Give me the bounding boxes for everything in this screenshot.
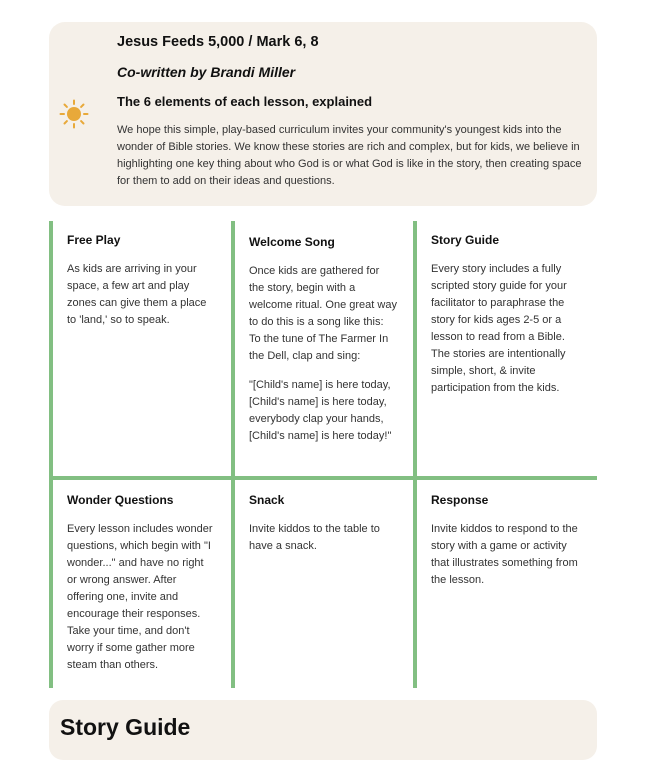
- sun-icon: [59, 99, 89, 129]
- element-text: Every story includes a fully scripted story guide for your facilitator to paraphrase the story for kids ages 2-5 or a lesson to read from a Bible. The stories are intentionally simple, short, & invite participation from the kids.: [431, 263, 567, 394]
- element-story-guide: [413, 221, 597, 476]
- element-title: Welcome Song: [249, 235, 335, 249]
- element-welcome-song: [231, 223, 413, 476]
- song-lyrics: "[Child's name] is here today, [Child's name] is here today, everybody clap your hands, [Child's name] is here today!": [249, 379, 392, 442]
- element-wonder-questions: [49, 481, 231, 688]
- element-title: Wonder Questions: [67, 493, 174, 507]
- element-title: Story Guide: [431, 233, 500, 247]
- element-free-play: [49, 221, 231, 476]
- element-text: As kids are arriving in your space, a few art and play zones can give them a place to 'land,' so to speak.: [67, 263, 207, 326]
- element-title: Response: [431, 493, 489, 507]
- intro-card: [49, 22, 597, 206]
- element-title: Snack: [249, 493, 285, 507]
- byline: Co-written by Brandi Miller: [117, 64, 296, 80]
- element-text: Invite kiddos to respond to the story with a game or activity that illustrates something from the lesson.: [431, 523, 578, 586]
- element-text: Once kids are gathered for the story, begin with a welcome ritual. One great way to do this is a song like this: To the tune of The Farmer In the Dell, clap and sing:: [249, 265, 397, 362]
- element-text: Invite kiddos to the table to have a snack.: [249, 523, 380, 552]
- intro-body: [117, 34, 583, 190]
- grid-divider: [49, 476, 597, 480]
- intro-text: We hope this simple, play-based curriculum invites your community's youngest kids into the wonder of Bible stories. We know these stories are rich and complex, but for kids, we believe in highlighting one key thing about who God is or what God is like in the story, then creating space for them to add on their ideas and questions.: [117, 124, 582, 187]
- element-title: Free Play: [67, 233, 121, 247]
- elements-heading: The 6 elements of each lesson, explained: [117, 94, 373, 109]
- story-guide-section: [49, 700, 597, 760]
- element-text: Every lesson includes wonder questions, which begin with "I wonder..." and have no right or wrong answer. After offering one, invite and encourage their responses. Take your time, and don't worry if some gather more steam than others.: [67, 523, 213, 671]
- element-response: [413, 481, 597, 688]
- section-heading: Story Guide: [60, 714, 191, 740]
- element-snack: [231, 481, 413, 688]
- lesson-title: Jesus Feeds 5,000 / Mark 6, 8: [117, 34, 319, 50]
- lesson-elements-grid: [49, 221, 597, 688]
